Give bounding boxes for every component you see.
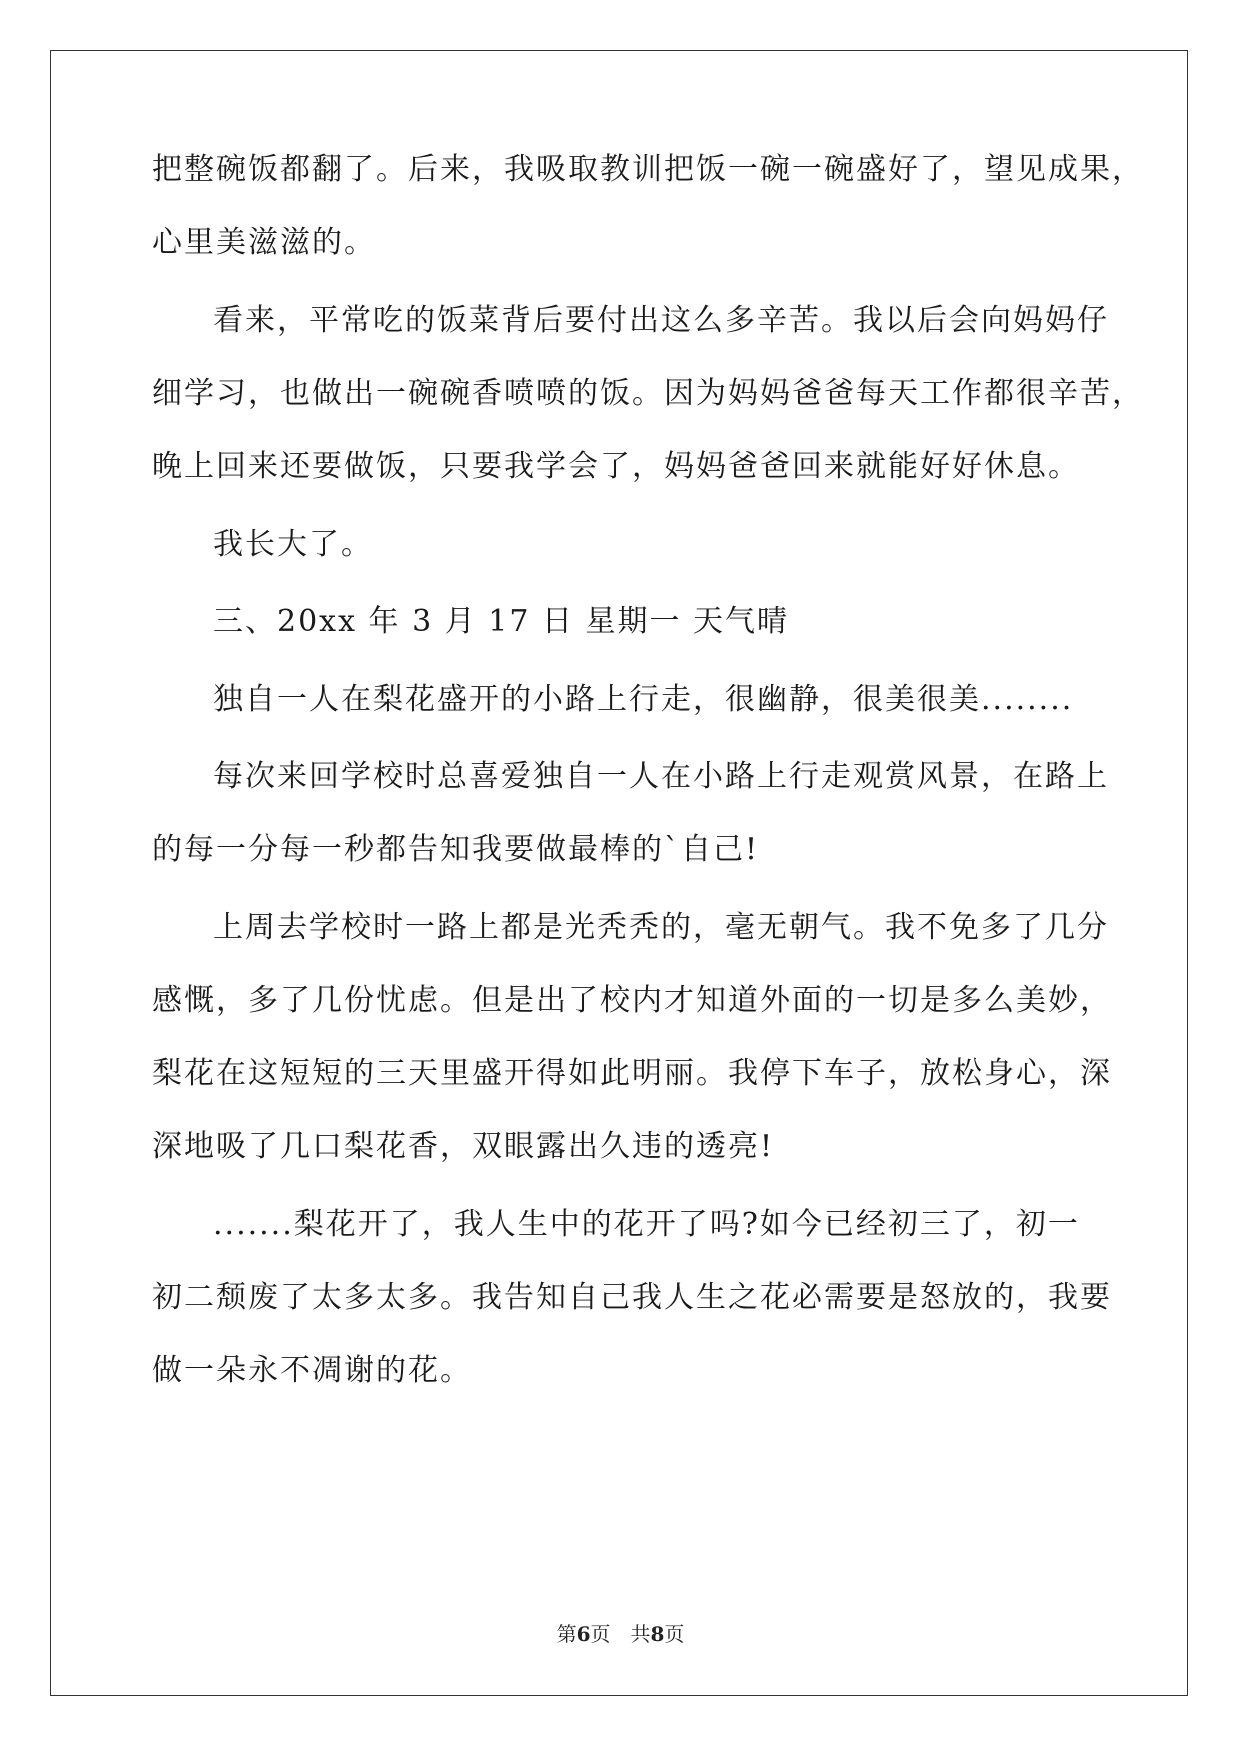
page-number: 6 bbox=[576, 1622, 591, 1646]
text-line: 把整碗饭都翻了。后来，我吸取教训把饭一碗一碗盛好了，望见成果， bbox=[152, 152, 1144, 187]
text-line: 深地吸了几口梨花香，双眼露出久违的透亮! bbox=[152, 1129, 775, 1164]
text-line: 心里美滋滋的。 bbox=[152, 225, 376, 260]
section-heading: 三、20xx 年 3 月 17 日 星期一 天气晴 bbox=[213, 604, 790, 639]
page-total: 8 bbox=[650, 1622, 665, 1646]
text-line: 每次来回学校时总喜爱独自一人在小路上行走观赏风景，在路上 bbox=[213, 759, 1109, 794]
page-border bbox=[50, 50, 1188, 1696]
text-line: 梨花在这短短的三天里盛开得如此明丽。我停下车子，放松身心，深 bbox=[152, 1056, 1112, 1091]
text-line: 独自一人在梨花盛开的小路上行走，很幽静，很美很美........ bbox=[213, 682, 1074, 717]
text-line: .......梨花开了，我人生中的花开了吗?如今已经初三了，初一 bbox=[213, 1207, 1080, 1242]
text-line: 看来，平常吃的饭菜背后要付出这么多辛苦。我以后会向妈妈仔 bbox=[213, 303, 1109, 338]
page-label-prefix: 第 bbox=[556, 1622, 577, 1646]
text-line: 的每一分每一秒都告知我要做最棒的`自己! bbox=[152, 832, 760, 867]
text-line: 初二颓废了太多太多。我告知自己我人生之花必需要是怒放的，我要 bbox=[152, 1280, 1112, 1315]
text-line: 我长大了。 bbox=[213, 527, 373, 562]
text-line: 上周去学校时一路上都是光秃秃的，毫无朝气。我不免多了几分 bbox=[213, 910, 1109, 945]
text-line: 感慨，多了几份忧虑。但是出了校内才知道外面的一切是多么美妙， bbox=[152, 983, 1112, 1018]
text-line: 做一朵永不凋谢的花。 bbox=[152, 1353, 472, 1388]
page-label-mid: 页 共 bbox=[590, 1622, 651, 1646]
page-label-suffix: 页 bbox=[664, 1622, 685, 1646]
text-line: 晚上回来还要做饭，只要我学会了，妈妈爸爸回来就能好好休息。 bbox=[152, 449, 1080, 484]
text-line: 细学习，也做出一碗碗香喷喷的饭。因为妈妈爸爸每天工作都很辛苦， bbox=[152, 376, 1144, 411]
page-footer bbox=[0, 1622, 1241, 1646]
